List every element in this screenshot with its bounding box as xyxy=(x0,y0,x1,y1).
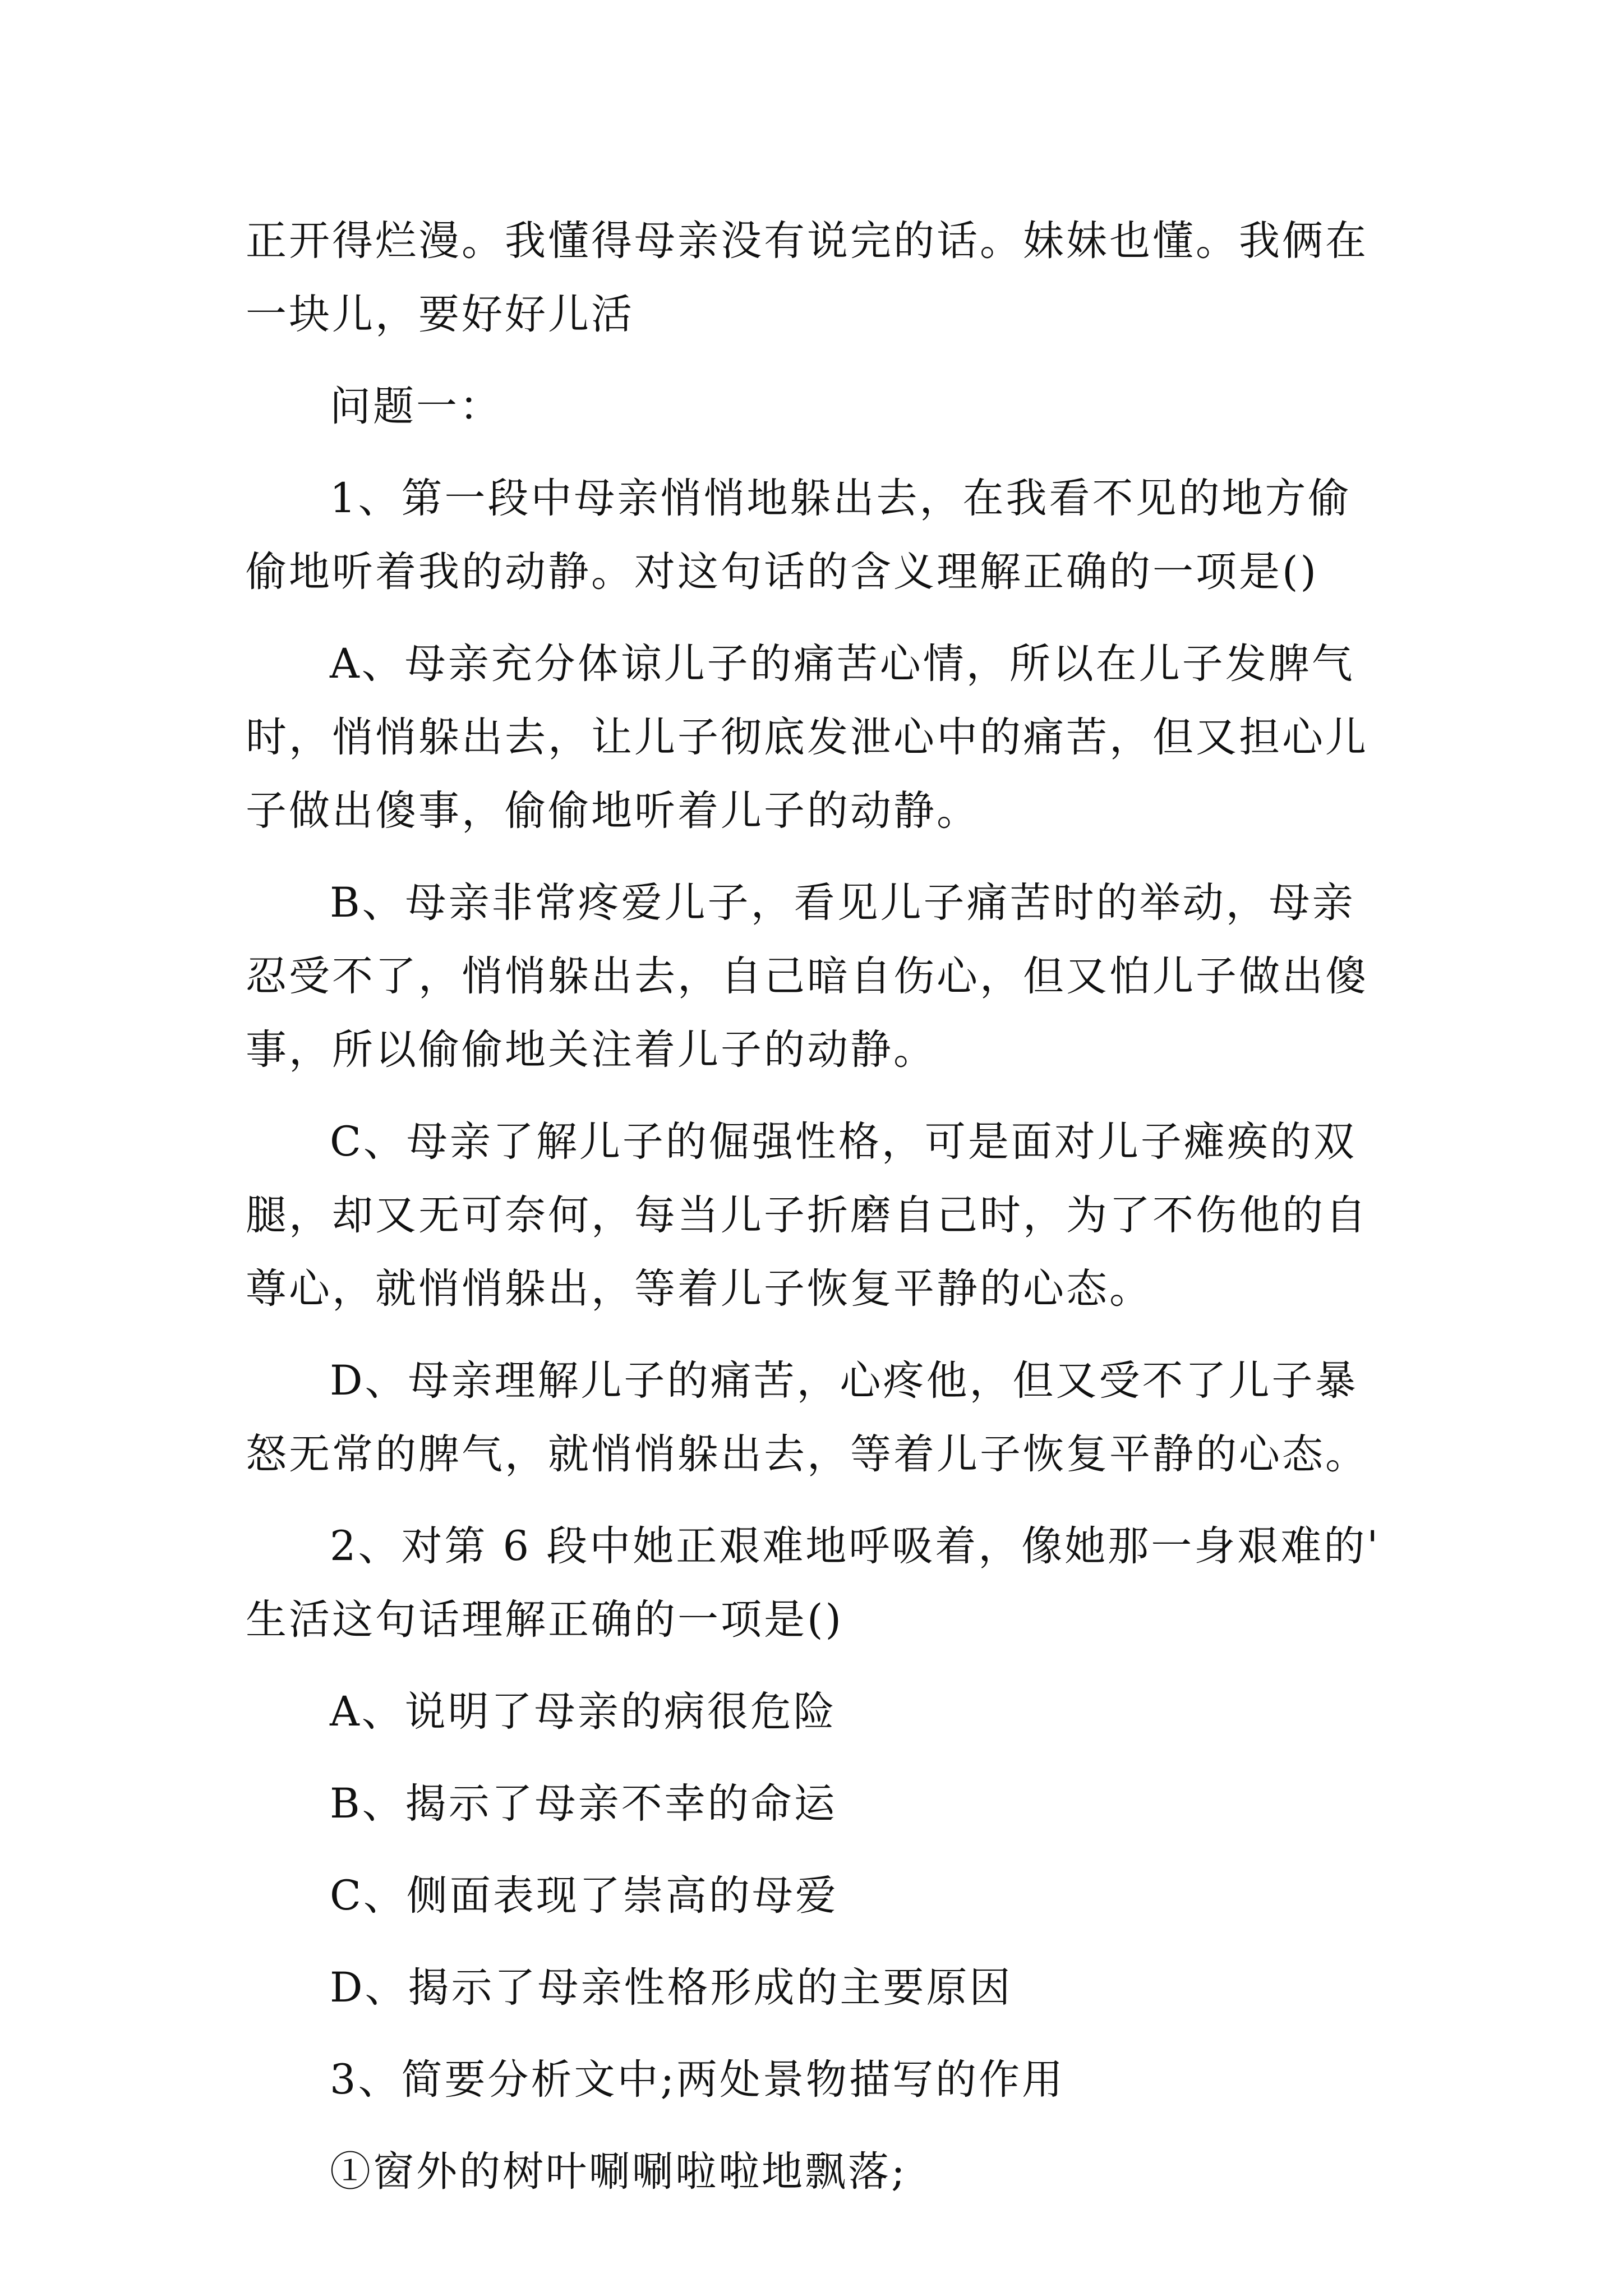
text-line: D、母亲理解儿子的痛苦，心疼他，但又受不了儿子暴 xyxy=(330,1357,1358,1405)
question-3 xyxy=(246,2043,1384,2116)
text-line: 3、简要分析文中;两处景物描写的作用 xyxy=(330,2056,1066,2104)
text-line: 正开得烂漫。我懂得母亲没有说完的话。妹妹也懂。我俩在 xyxy=(246,217,1368,265)
document-body xyxy=(246,204,1384,2208)
question-1-option-b xyxy=(246,866,1384,1087)
text-line: A、母亲充分体谅儿子的痛苦心情，所以在儿子发脾气 xyxy=(330,640,1355,688)
question-1-option-c xyxy=(246,1105,1384,1326)
text-line: 子做出傻事，偷偷地听着儿子的动静。 xyxy=(246,787,980,835)
text-line: C、母亲了解儿子的倔强性格，可是面对儿子瘫痪的双 xyxy=(330,1118,1357,1166)
text-line: 怒无常的脾气，就悄悄躲出去，等着儿子恢复平静的心态。 xyxy=(246,1430,1368,1478)
question-1-option-a xyxy=(246,627,1384,848)
text-line: 一块儿，要好好儿活 xyxy=(246,291,634,338)
text-line: 偷地听着我的动静。对这句话的含义理解正确的一项是() xyxy=(246,548,1318,596)
text-line: 腿，却又无可奈何，每当儿子折磨自己时，为了不伤他的自 xyxy=(246,1191,1368,1239)
question-2-option-d xyxy=(246,1951,1384,2024)
question-1-option-d xyxy=(246,1344,1384,1491)
text-line: B、揭示了母亲不幸的命运 xyxy=(330,1780,837,1828)
text-line: 忍受不了，悄悄躲出去，自己暗自伤心，但又怕儿子做出傻 xyxy=(246,953,1368,1000)
text-line: 时，悄悄躲出去，让儿子彻底发泄心中的痛苦，但又担心儿 xyxy=(246,714,1368,761)
question-2 xyxy=(246,1510,1384,1657)
text-line: 尊心，就悄悄躲出，等着儿子恢复平静的心态。 xyxy=(246,1265,1152,1313)
question-2-option-b xyxy=(246,1767,1384,1841)
text-line: B、母亲非常疼爱儿子，看见儿子痛苦时的举动，母亲 xyxy=(330,879,1355,927)
text-line: 事，所以偷偷地关注着儿子的动静。 xyxy=(246,1026,937,1074)
question-2-option-a xyxy=(246,1675,1384,1749)
question-3-item-1 xyxy=(246,2135,1384,2208)
text-line: A、说明了母亲的病很危险 xyxy=(330,1688,837,1736)
paragraph-continuation xyxy=(246,204,1384,351)
text-line: 1、第一段中母亲悄悄地躲出去，在我看不见的地方偷 xyxy=(330,475,1352,522)
question-2-option-c xyxy=(246,1859,1384,1932)
text-line: 2、对第 6 段中她正艰难地呼吸着，像她那一身艰难的' xyxy=(330,1522,1381,1570)
text-line: 生活这句话理解正确的一项是() xyxy=(246,1596,843,1644)
text-line: C、侧面表现了崇高的母爱 xyxy=(330,1872,838,1920)
text-line: D、揭示了母亲性格形成的主要原因 xyxy=(330,1964,1013,2012)
question-1 xyxy=(246,462,1384,609)
section-heading xyxy=(246,370,1384,443)
text-line: 问题一： xyxy=(330,383,502,430)
text-line: ①窗外的树叶唰唰啦啦地飘落; xyxy=(330,2148,907,2196)
